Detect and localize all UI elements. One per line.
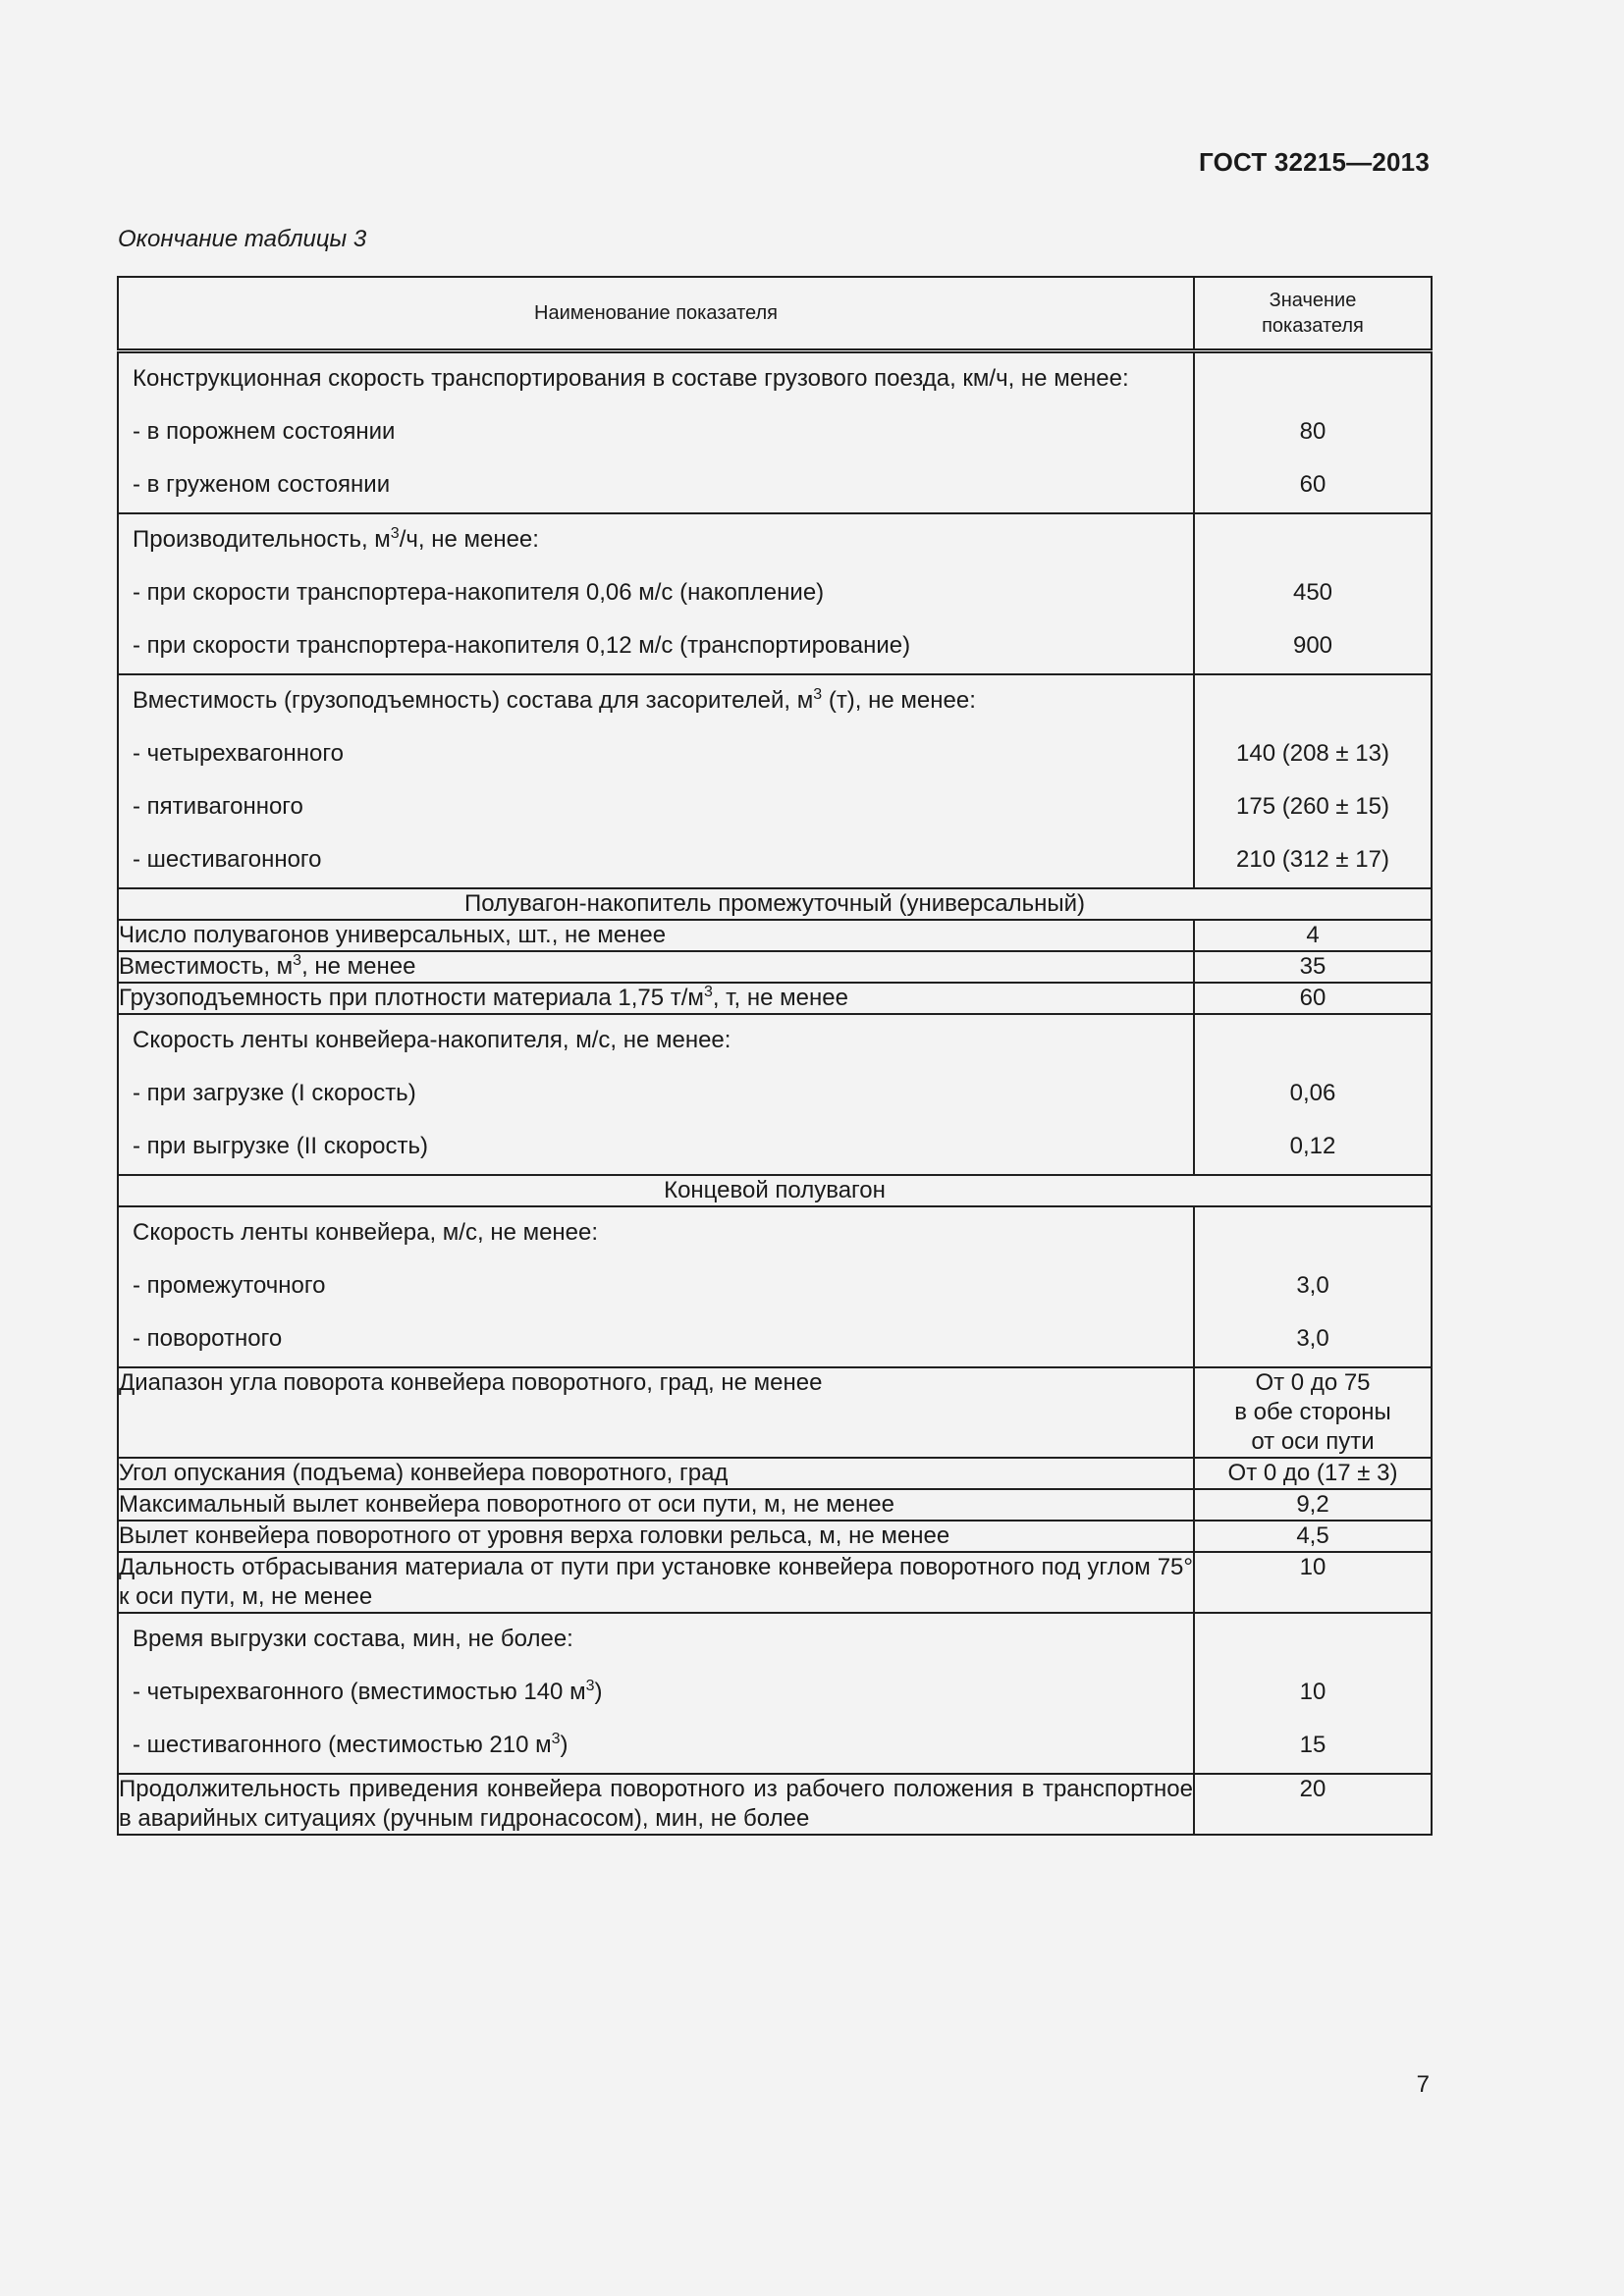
col-header-value	[1194, 277, 1432, 351]
table-row	[118, 674, 1432, 888]
row-item-value: 210 (312 ± 17)	[1236, 846, 1389, 873]
section-title: Полувагон-накопитель промежуточный (универсальный)	[118, 888, 1432, 920]
table-row	[118, 1489, 1432, 1521]
row-item-label: - при скорости транспортера-накопителя 0,12 м/с (транспортирование)	[133, 632, 911, 659]
row-item-value: 0,06	[1289, 1080, 1336, 1106]
section-row	[118, 1175, 1432, 1206]
col-header-name: Наименование показателя	[118, 277, 1194, 351]
section-title: Концевой полувагон	[118, 1175, 1432, 1206]
row-item-label: - шестивагонного (местимостью 210 $м^3$)	[133, 1731, 568, 1758]
standard-code: ГОСТ 32215—2013	[1199, 147, 1430, 177]
row-item-value: 10	[1299, 1679, 1326, 1705]
row-label: Диапазон угла поворота конвейера поворотного, град, не менее	[118, 1367, 1194, 1458]
row-item-label: - при выгрузке (II скорость)	[133, 1133, 428, 1159]
row-value: 4,5	[1194, 1521, 1432, 1552]
row-item-value: 3,0	[1296, 1325, 1329, 1352]
page-number: 7	[1416, 2071, 1430, 2098]
table-caption: Окончание таблицы 3	[118, 226, 367, 252]
table-row	[118, 920, 1432, 951]
row-value: 9,2	[1194, 1489, 1432, 1521]
table-row	[118, 1367, 1432, 1458]
row-item-label: - при загрузке (I скорость)	[133, 1080, 416, 1106]
row-value: От 0 до (17 ± 3)	[1194, 1458, 1432, 1489]
row-item-label: - при скорости транспортера-накопителя 0,06 м/с (накопление)	[133, 579, 825, 606]
row-item-label: - в порожнем состоянии	[133, 418, 396, 445]
row-value-line: От 0 до 75	[1255, 1369, 1371, 1396]
row-item-value: 900	[1292, 632, 1333, 659]
row-item-label: - четырехвагонного	[133, 740, 344, 767]
col-header-value-line2: показателя	[1262, 315, 1364, 337]
table-row	[118, 1521, 1432, 1552]
table-row	[118, 513, 1432, 674]
row-item-label: - четырехвагонного (вместимостью 140 $м^3$)	[133, 1678, 603, 1705]
table-header-row	[118, 277, 1432, 351]
row-label: Вылет конвейера поворотного от уровня верха головки рельса, м, не менее	[118, 1521, 1194, 1552]
row-item-label: - поворотного	[133, 1325, 283, 1352]
row-title: Конструкционная скорость транспортирования в составе грузового поезда, км/ч, не менее:	[133, 365, 1129, 392]
row-item-label: - в груженом состоянии	[133, 471, 391, 498]
row-title: Скорость ленты конвейера-накопителя, м/с, не менее:	[133, 1027, 731, 1053]
row-value	[1194, 1367, 1432, 1458]
row-value: 4	[1194, 920, 1432, 951]
row-title: Вместимость (грузоподъемность) состава для засорителей, $м^3$ (т), не менее:	[133, 686, 976, 714]
table-row	[118, 1613, 1432, 1774]
row-label: Число полувагонов универсальных, шт., не менее	[118, 920, 1194, 951]
row-item-value: 60	[1299, 471, 1326, 498]
row-value: 20	[1194, 1774, 1432, 1835]
table-row	[118, 1552, 1432, 1613]
row-item-label: - шестивагонного	[133, 846, 322, 873]
row-value-line: от оси пути	[1251, 1428, 1375, 1455]
row-label: Грузоподъемность при плотности материала 1,75 $т/м^3$, т, не менее	[118, 983, 1194, 1014]
row-label: Максимальный вылет конвейера поворотного от оси пути, м, не менее	[118, 1489, 1194, 1521]
row-value: 35	[1194, 951, 1432, 983]
table-row	[118, 351, 1432, 514]
row-item-value: 0,12	[1289, 1133, 1336, 1159]
row-value: 10	[1194, 1552, 1432, 1613]
row-value: 60	[1194, 983, 1432, 1014]
row-label: Дальность отбрасывания материала от пути при установке конвейера поворотного под углом 75° к оси пути, м, не менее	[118, 1552, 1194, 1613]
row-item-label: - промежуточного	[133, 1272, 326, 1299]
table-row	[118, 1774, 1432, 1835]
row-value-line: в обе стороны	[1234, 1399, 1391, 1425]
section-row	[118, 888, 1432, 920]
table-row	[118, 983, 1432, 1014]
row-title: Производительность, $м^3/ч$, не менее:	[133, 525, 539, 553]
table-row	[118, 1014, 1432, 1175]
row-item-value: 450	[1292, 579, 1333, 606]
row-label: Продолжительность приведения конвейера поворотного из рабочего положения в транспортное в аварийных ситуациях (ручным гидронасосом), мин, не более	[118, 1774, 1194, 1835]
row-title: Время выгрузки состава, мин, не более:	[133, 1626, 573, 1652]
table-row	[118, 1206, 1432, 1367]
row-item-value: 80	[1299, 418, 1326, 445]
row-item-value: 175 (260 ± 15)	[1236, 793, 1389, 820]
row-item-label: - пятивагонного	[133, 793, 303, 820]
spec-table	[117, 276, 1433, 1836]
row-item-value: 15	[1299, 1732, 1326, 1758]
table-row	[118, 951, 1432, 983]
table-row	[118, 1458, 1432, 1489]
row-item-value: 3,0	[1296, 1272, 1329, 1299]
row-label: Вместимость, $м^3$, не менее	[118, 951, 1194, 983]
row-item-value: 140 (208 ± 13)	[1236, 740, 1389, 767]
col-header-value-line1: Значение	[1269, 290, 1357, 311]
row-label: Угол опускания (подъема) конвейера поворотного, град	[118, 1458, 1194, 1489]
row-title: Скорость ленты конвейера, м/с, не менее:	[133, 1219, 599, 1246]
